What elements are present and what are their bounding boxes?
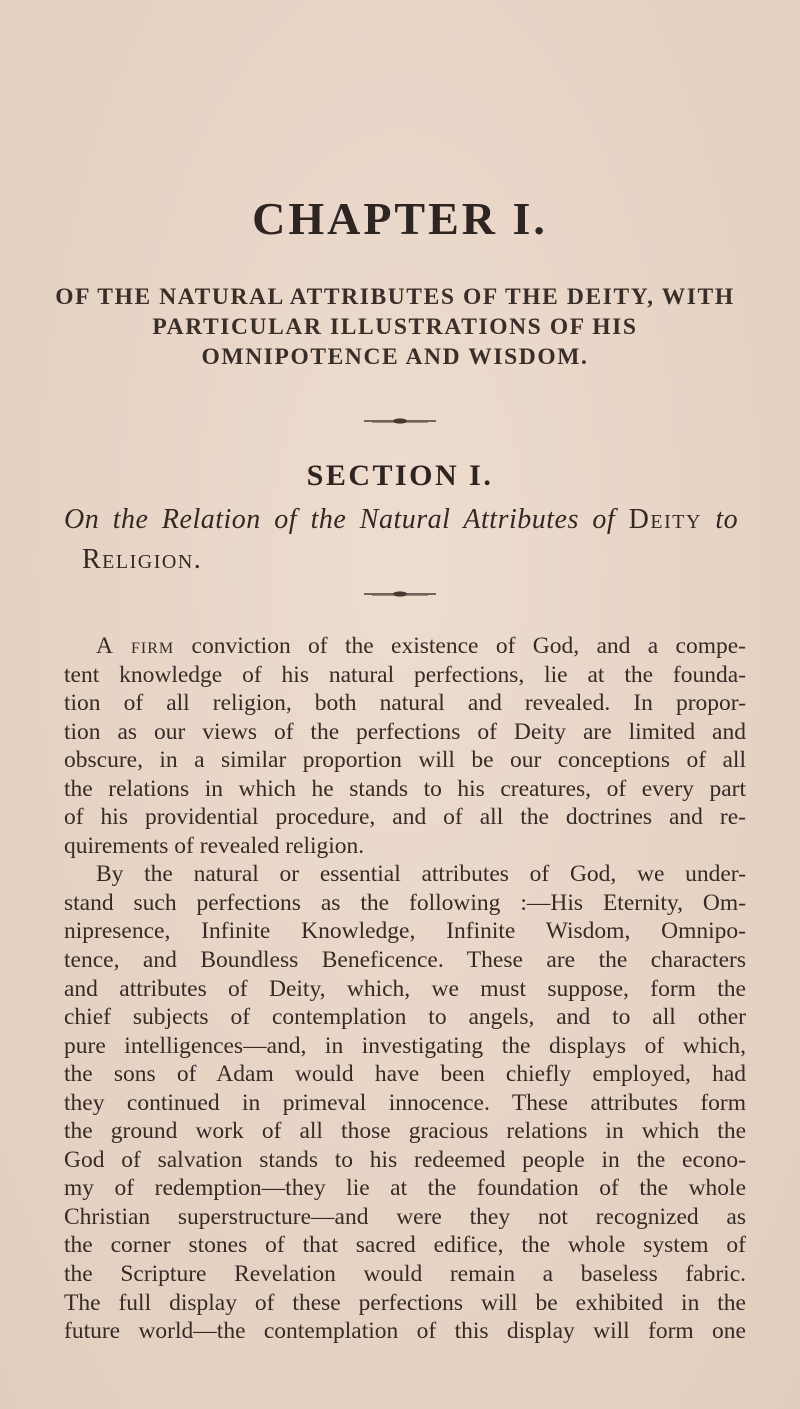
paragraph-line: chief subjects of contemplation to angels, and to all other [64, 1004, 746, 1031]
paragraph-line: The full display of these perfections will be exhibited in the [64, 1289, 746, 1316]
chapter-subtitle-line: PARTICULAR ILLUSTRATIONS OF HIS [152, 314, 638, 340]
paragraph-line-text: conviction of the existence of God, and a compe- [174, 633, 746, 659]
paragraph-line: of his providential procedure, and of all the doctrines and re- [64, 804, 746, 831]
chapter-title: CHAPTER I. [252, 193, 548, 244]
paragraph-line: future world—the contemplation of this display will form one [64, 1318, 746, 1345]
paragraph-line: the Scripture Revelation would remain a baseless fabric. [64, 1261, 746, 1288]
paragraph-line: the corner stones of that sacred edifice, the whole system of [64, 1232, 746, 1259]
section-heading-religion: Religion [82, 544, 194, 575]
body-text [64, 632, 746, 1346]
paragraph-line: pure intelligences—and, in investigating the displays of which, [64, 1032, 746, 1059]
paragraph-line: the relations in which he stands to his creatures, of every part [64, 775, 746, 802]
opening-words: A firm [96, 633, 175, 659]
section-title: SECTION I. [306, 459, 494, 492]
paragraph-line: tion as our views of the perfections of Deity are limited and [64, 718, 746, 745]
paragraph-line: tent knowledge of his natural perfections, lie at the founda- [64, 661, 746, 688]
paragraph-line: stand such perfections as the following :—His Eternity, Om- [64, 889, 746, 916]
section-heading-deity: Deity [628, 504, 702, 535]
paragraph-line [64, 632, 746, 661]
paragraph-line: my of redemption—they lie at the foundation of the whole [64, 1175, 746, 1202]
paragraph-line: tion of all religion, both natural and revealed. In propor- [64, 690, 746, 717]
paragraph-line: the sons of Adam would have been chiefly employed, had [64, 1061, 746, 1088]
chapter-subtitle [40, 282, 750, 372]
paragraph-line: they continued in primeval innocence. These attributes form [64, 1089, 746, 1116]
paragraph-line: God of salvation stands to his redeemed people in the econo- [64, 1146, 746, 1173]
paragraph-line: By the natural or essential attributes of God, we under- [96, 861, 746, 888]
chapter-subtitle-line: OMNIPOTENCE AND WISDOM. [201, 344, 589, 370]
ornamental-rule [352, 417, 448, 425]
paragraph-line: and attributes of Deity, which, we must suppose, form the [64, 975, 746, 1002]
paragraph-line: Christian superstructure—and were they not recognized as [64, 1203, 746, 1230]
section-heading-to: to [701, 504, 739, 535]
section-heading [64, 500, 754, 580]
section-heading-end: . [193, 544, 203, 575]
section-heading-text: On the Relation of the Natural Attributes of [64, 504, 629, 535]
paragraph-line: tence, and Boundless Beneficence. These are the characters [64, 947, 746, 974]
chapter-subtitle-line: OF THE NATURAL ATTRIBUTES OF THE DEITY, WITH [55, 284, 735, 310]
paragraph-line: the ground work of all those gracious relations in which the [64, 1118, 746, 1145]
paragraph-line: obscure, in a similar proportion will be our conceptions of all [64, 747, 746, 774]
ornamental-rule [352, 590, 448, 598]
paragraph-line: quirements of revealed religion. [64, 832, 365, 859]
paragraph-line: nipresence, Infinite Knowledge, Infinite Wisdom, Omnipo- [64, 918, 746, 945]
